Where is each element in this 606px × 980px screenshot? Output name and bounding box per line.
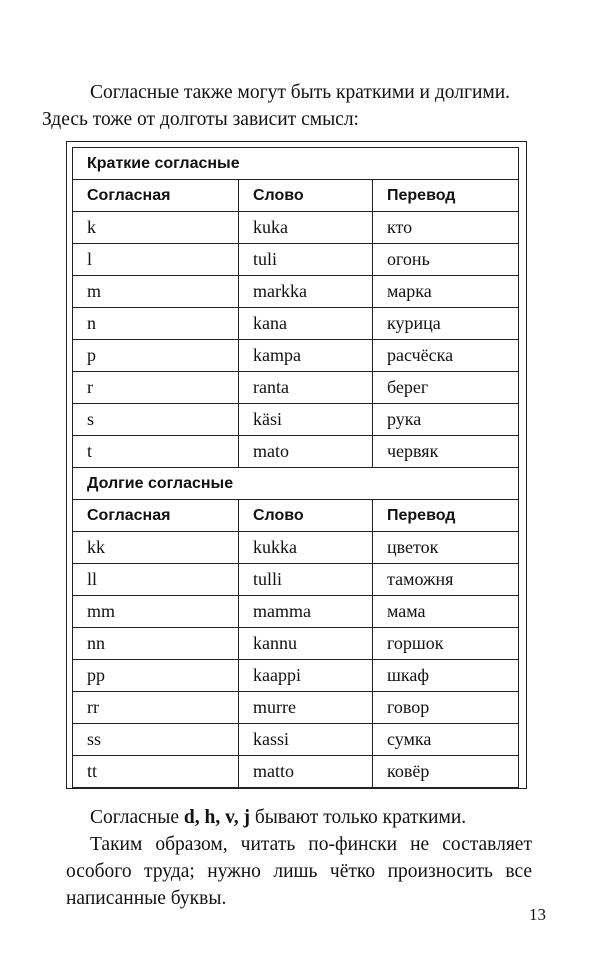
short-consonant-row [73,212,519,244]
short-consonants-section [73,148,519,180]
word-cell: murre [239,692,373,724]
translation-cell: червяк [373,436,519,468]
translation-cell: курица [373,308,519,340]
short-consonant-row [73,276,519,308]
translation-cell: ковёр [373,756,519,788]
consonant-cell: kk [73,532,239,564]
translation-cell: марка [373,276,519,308]
word-cell: kampa [239,340,373,372]
translation-cell: цветок [373,532,519,564]
note-suffix: бывают только краткими. [249,807,467,828]
consonant-cell: k [73,212,239,244]
header-word: Слово [239,180,373,212]
translation-cell: сумка [373,724,519,756]
short-consonants-section-title: Краткие согласные [73,148,519,180]
short-consonants-header-row [73,180,519,212]
word-cell: käsi [239,404,373,436]
consonant-cell: s [73,404,239,436]
consonant-cell: r [73,372,239,404]
word-cell: markka [239,276,373,308]
header-word: Слово [239,500,373,532]
consonant-cell: p [73,340,239,372]
long-consonants-section-title: Долгие согласные [73,468,519,500]
translation-cell: таможня [373,564,519,596]
note-letters: d, h, v, j [183,807,250,828]
long-consonants-section [73,468,519,500]
long-consonant-row [73,660,519,692]
translation-cell: кто [373,212,519,244]
word-cell: mamma [239,596,373,628]
long-consonant-row [73,692,519,724]
short-consonant-row [73,372,519,404]
intro-paragraph [42,79,532,133]
consonant-cell: nn [73,628,239,660]
table-body [73,148,519,788]
short-consonant-row [73,244,519,276]
long-consonant-row [73,724,519,756]
translation-cell: огонь [373,244,519,276]
intro-line-2: Здесь тоже от долготы зависит смысл: [42,109,359,130]
consonant-cell: m [73,276,239,308]
long-consonant-row [73,756,519,788]
translation-cell: говор [373,692,519,724]
long-consonant-row [73,596,519,628]
translation-cell: шкаф [373,660,519,692]
consonant-cell: ll [73,564,239,596]
header-consonant: Согласная [73,180,239,212]
consonant-cell: ss [73,724,239,756]
consonant-cell: pp [73,660,239,692]
header-consonant: Согласная [73,500,239,532]
note-prefix: Согласные [90,807,184,828]
word-cell: kassi [239,724,373,756]
note-short-only [66,804,532,831]
word-cell: tulli [239,564,373,596]
word-cell: kaappi [239,660,373,692]
short-consonant-row [73,340,519,372]
header-translation: Перевод [373,180,519,212]
word-cell: tuli [239,244,373,276]
consonant-cell: t [73,436,239,468]
consonant-table [72,147,519,788]
consonant-cell: rr [73,692,239,724]
short-consonant-row [73,436,519,468]
consonant-cell: mm [73,596,239,628]
word-cell: kannu [239,628,373,660]
translation-cell: берег [373,372,519,404]
consonant-table-frame [66,141,527,789]
word-cell: matto [239,756,373,788]
consonant-cell: l [73,244,239,276]
page-number: 13 [529,905,546,924]
consonant-cell: tt [73,756,239,788]
word-cell: ranta [239,372,373,404]
consonant-cell: n [73,308,239,340]
translation-cell: рука [373,404,519,436]
short-consonant-row [73,308,519,340]
word-cell: kana [239,308,373,340]
translation-cell: мама [373,596,519,628]
long-consonant-row [73,532,519,564]
long-consonant-row [73,628,519,660]
long-consonant-row [73,564,519,596]
word-cell: kuka [239,212,373,244]
short-consonant-row [73,404,519,436]
word-cell: kukka [239,532,373,564]
conclusion-paragraph: Таким образом, читать по-фински не составляет особого труда; нужно лишь чётко произносить все написанные буквы. [66,834,532,909]
intro-line-1: Согласные также могут быть краткими и долгими. [90,82,511,103]
translation-cell: расчёска [373,340,519,372]
word-cell: mato [239,436,373,468]
long-consonants-header-row [73,500,519,532]
header-translation: Перевод [373,500,519,532]
translation-cell: горшок [373,628,519,660]
